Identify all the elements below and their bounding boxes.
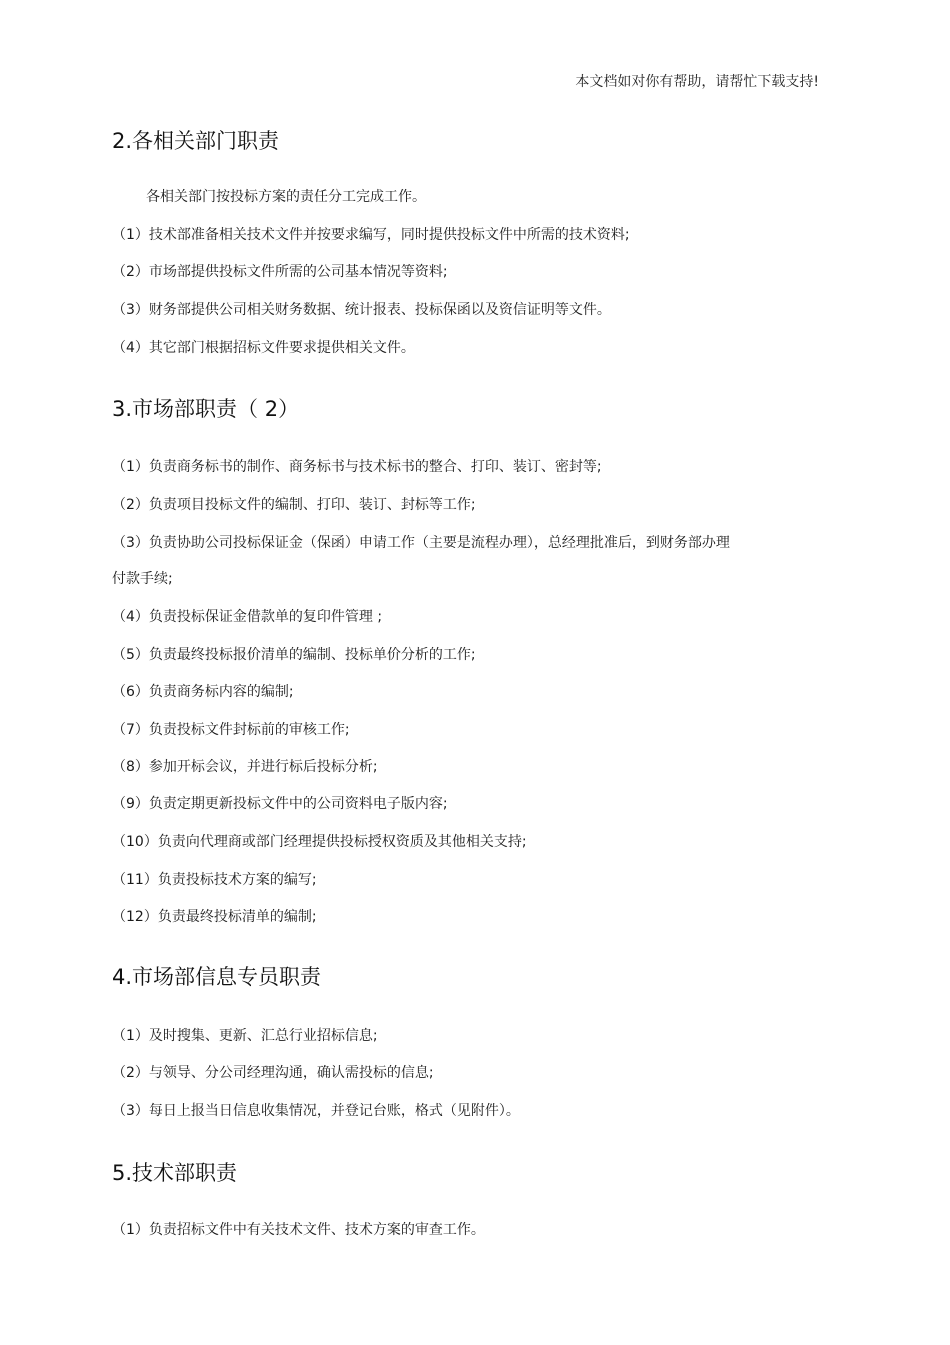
list-item: （1）负责商务标书的制作、商务标书与技术标书的整合、打印、装订、密封等; [112, 459, 602, 475]
section-5 [112, 1159, 832, 1238]
section-3-title: 3.市场部职责（ 2） [112, 397, 300, 421]
list-item: （10）负责向代理商或部门经理提供投标授权资质及其他相关支持; [112, 834, 527, 850]
list-item: （2）市场部提供投标文件所需的公司基本情况等资料; [112, 264, 448, 280]
section-5-title: 5.技术部职责 [112, 1161, 238, 1185]
list-item: （12）负责最终投标清单的编制; [112, 909, 317, 925]
section-4 [112, 963, 832, 1119]
section-4-title: 4.市场部信息专员职责 [112, 965, 322, 989]
section-2-intro: 各相关部门按投标方案的责任分工完成工作。 [146, 189, 426, 205]
list-item: （2）与领导、分公司经理沟通，确认需投标的信息; [112, 1065, 434, 1081]
header-note: 本文档如对你有帮助，请帮忙下载支持! [575, 74, 819, 90]
list-item: （4）负责投标保证金借款单的复印件管理 ; [112, 609, 383, 625]
list-item: （7）负责投标文件封标前的审核工作; [112, 722, 350, 738]
section-2 [112, 127, 832, 356]
section-2-title: 2.各相关部门职责 [112, 129, 280, 153]
list-item: （9）负责定期更新投标文件中的公司资料电子版内容; [112, 796, 448, 812]
list-item: （5）负责最终投标报价清单的编制、投标单价分析的工作; [112, 647, 476, 663]
list-item: （4）其它部门根据招标文件要求提供相关文件。 [112, 340, 415, 356]
list-item: （2）负责项目投标文件的编制、打印、装订、封标等工作; [112, 497, 476, 513]
list-item: （1）负责招标文件中有关技术文件、技术方案的审查工作。 [112, 1222, 485, 1238]
list-item: 付款手续; [112, 571, 173, 587]
list-item: （3）财务部提供公司相关财务数据、统计报表、投标保函以及资信证明等文件。 [112, 302, 611, 318]
list-item: （1）及时搜集、更新、汇总行业招标信息; [112, 1028, 378, 1044]
list-item: （8）参加开标会议，并进行标后投标分析; [112, 759, 378, 775]
list-item: （1）技术部准备相关技术文件并按要求编写，同时提供投标文件中所需的技术资料; [112, 227, 630, 243]
section-3 [112, 395, 832, 925]
list-item: （6）负责商务标内容的编制; [112, 684, 294, 700]
list-item: （11）负责投标技术方案的编写; [112, 872, 317, 888]
list-item: （3）每日上报当日信息收集情况，并登记台账，格式（见附件）。 [112, 1103, 520, 1119]
list-item: （3）负责协助公司投标保证金（保函）申请工作（主要是流程办理），总经理批准后，到财务部办理 [112, 535, 730, 551]
